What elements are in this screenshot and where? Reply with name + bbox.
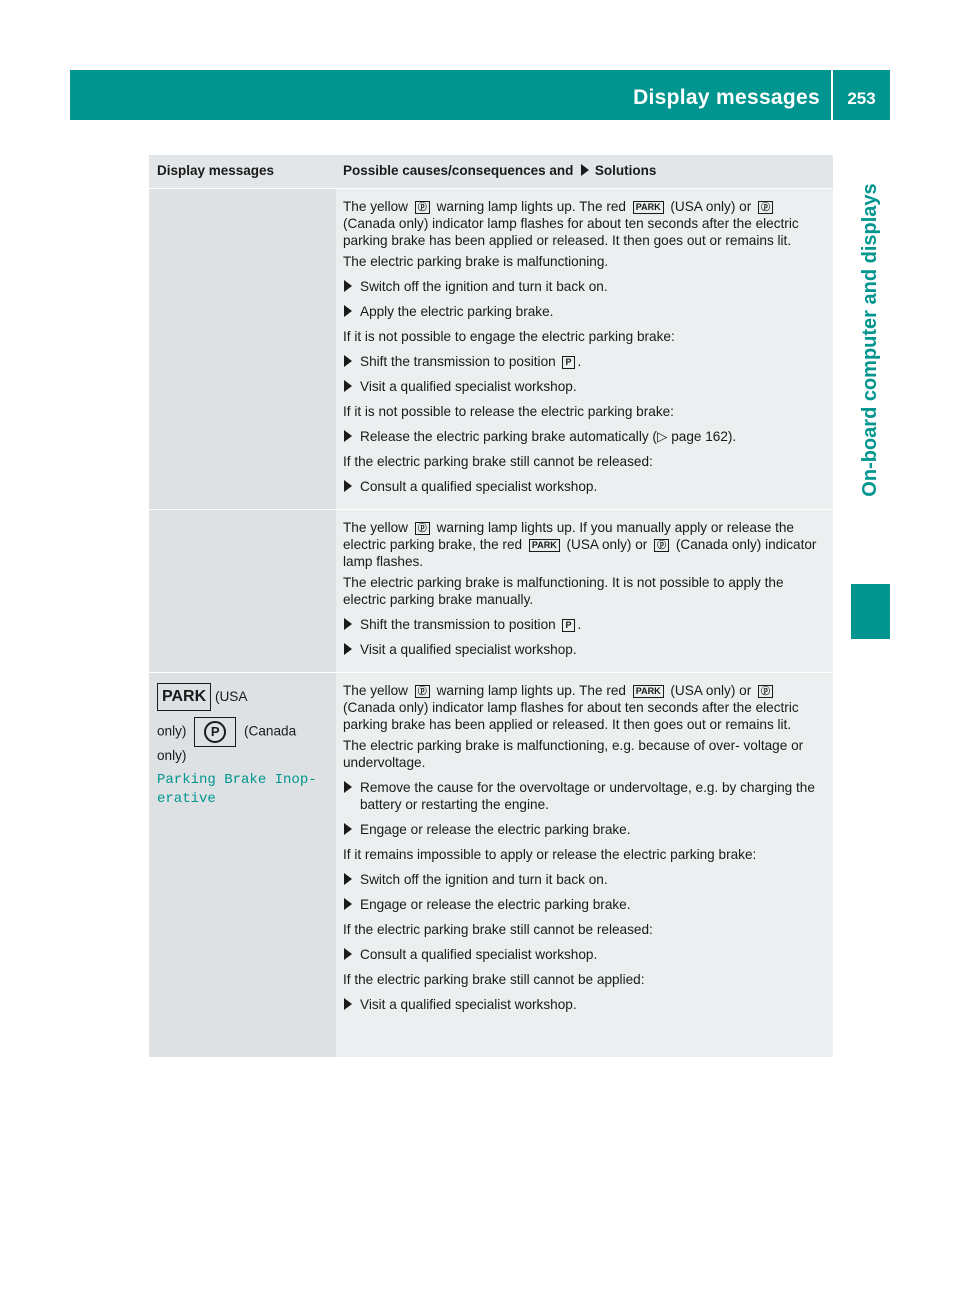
list-item: Visit a qualified specialist workshop.	[343, 378, 827, 395]
table-row	[149, 188, 833, 509]
table-row	[149, 672, 833, 1057]
arrow-icon	[344, 948, 352, 960]
park-indicator-icon: PARK	[529, 539, 560, 552]
display-messages-table	[149, 155, 833, 1057]
brake-indicator-icon: ⓟ	[758, 201, 773, 214]
arrow-icon	[344, 355, 352, 367]
page-title: Display messages	[633, 86, 820, 109]
arrow-icon	[344, 998, 352, 1010]
position-p-icon: P	[562, 619, 574, 632]
table-row	[149, 509, 833, 672]
arrow-icon	[344, 380, 352, 392]
arrow-icon	[581, 164, 589, 176]
arrow-icon	[344, 305, 352, 317]
park-indicator-icon: PARK	[633, 685, 664, 698]
list-item: Consult a qualified specialist workshop.	[343, 478, 827, 495]
col-header-display-messages: Display messages	[157, 163, 275, 178]
arrow-icon	[344, 618, 352, 630]
solutions-cell: The yellow ⓟ warning lamp lights up. The red PARK (USA only) or ⓟ (Canada only) indicator lamp flashes for about ten seconds after the electric parking brake has been applied or released. It then goes out or remains lit. The electric parking brake is malfunctioning, e.g. because of over- voltage or undervoltage. Remove the cause for the overvoltage or undervoltage, e.g. by charging the battery or restarting the engine. Engage or release the electric parking brake. If it remains impossible to apply or release the electric parking brake: Switch off the ignition and turn it back on. Engage or release the electric parking brake. If the electric parking brake still cannot be released: Consult a qualified specialist workshop. If the electric parking brake still cannot be applied: Visit a qualified specialist workshop.	[336, 673, 833, 1057]
brake-warning-icon: ⓟ	[415, 522, 430, 535]
solutions-cell: The yellow ⓟ warning lamp lights up. If you manually apply or release the electric parking brake, the red PARK (USA only) or ⓟ (Canada only) indicator lamp flashes. The electric parking brake is malfunctioning. It is not possible to apply the electric parking brake manually. Shift the transmission to position P . Visit a qualified specialist workshop.	[336, 510, 833, 672]
col-header-causes: Possible causes/consequences and Solutions	[343, 163, 657, 178]
side-tab-label: On-board computer and displays	[859, 183, 881, 497]
position-p-icon: P	[562, 356, 574, 369]
arrow-icon	[344, 781, 352, 793]
page-ref-icon: ▷	[656, 429, 668, 444]
list-item: Visit a qualified specialist workshop.	[343, 641, 827, 658]
brake-warning-icon: ⓟ	[415, 685, 430, 698]
list-item: Switch off the ignition and turn it back on.	[343, 871, 827, 888]
table-header	[149, 155, 833, 188]
arrow-icon	[344, 280, 352, 292]
list-item: Engage or release the electric parking brake.	[343, 821, 827, 838]
list-item: Engage or release the electric parking brake.	[343, 896, 827, 913]
arrow-icon	[344, 643, 352, 655]
arrow-icon	[344, 823, 352, 835]
brake-indicator-icon: ⓟ	[654, 539, 669, 552]
display-message-text: Parking Brake Inop‐ erative	[157, 772, 317, 807]
list-item: Visit a qualified specialist workshop.	[343, 996, 827, 1013]
list-item: Release the electric parking brake automatically (▷ page 162).	[343, 428, 827, 445]
arrow-icon	[344, 898, 352, 910]
list-item: Remove the cause for the overvoltage or undervoltage, e.g. by charging the battery or restarting the engine.	[343, 779, 827, 813]
brake-circle-badge-icon: P	[194, 717, 236, 747]
display-message-cell: PARK (USA only) P (Canada only) Parking Brake Inop‐ erative	[149, 673, 336, 1057]
header-bar	[70, 70, 890, 120]
brake-indicator-icon: ⓟ	[758, 685, 773, 698]
park-indicator-icon: PARK	[633, 201, 664, 214]
page-number: 253	[847, 89, 876, 108]
arrow-icon	[344, 873, 352, 885]
arrow-icon	[344, 430, 352, 442]
list-item: Shift the transmission to position P .	[343, 353, 827, 370]
display-message-cell	[149, 510, 336, 672]
side-tab-marker	[851, 584, 890, 639]
display-message-cell	[149, 189, 336, 509]
list-item: Consult a qualified specialist workshop.	[343, 946, 827, 963]
list-item: Shift the transmission to position P .	[343, 616, 827, 633]
park-badge-icon: PARK	[157, 683, 211, 711]
solutions-cell: The yellow ⓟ warning lamp lights up. The red PARK (USA only) or ⓟ (Canada only) indicator lamp flashes for about ten seconds after the electric parking brake has been applied or released. It then goes out or remains lit. The electric parking brake is malfunctioning. Switch off the ignition and turn it back on. Apply the electric parking brake. If it is not possible to engage the electric parking brake: Shift the transmission to position P . Visit a qualified specialist workshop. If it is not possible to release the electric parking brake: Release the electric parking brake automatically (▷ page 162). If the electric parking brake still cannot be released: Consult a qualified specialist workshop.	[336, 189, 833, 509]
list-item: Switch off the ignition and turn it back on.	[343, 278, 827, 295]
list-item: Apply the electric parking brake.	[343, 303, 827, 320]
side-tab	[851, 120, 890, 560]
arrow-icon	[344, 480, 352, 492]
brake-warning-icon: ⓟ	[415, 201, 430, 214]
